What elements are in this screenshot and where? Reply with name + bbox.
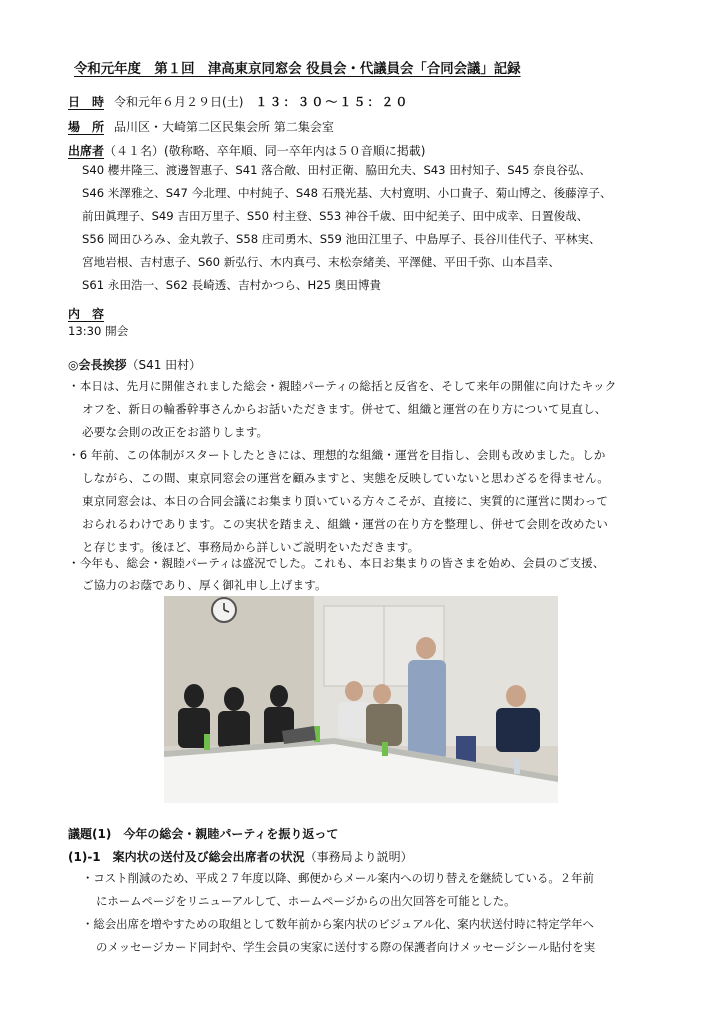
greeting-line: と存じます。後ほど、事務局から詳しいご説明をいただきます。: [82, 540, 420, 554]
content-heading: [68, 305, 104, 322]
attendee-line: S61 永田浩一、S62 長崎透、吉村かつら、H25 奥田博貴: [82, 278, 382, 292]
attendees-count: （４１名）: [104, 144, 165, 158]
agenda-sub-note: （事務局より説明）: [304, 850, 413, 864]
agenda-line: のメッセージカード同封や、学生会員の実家に送付する際の保護者向けメッセージシール貼付を実: [96, 940, 596, 954]
greeting-line: 必要な会則の改正をお諮りします。: [82, 425, 269, 439]
attendees-note: (敬称略、卒年順、同一卒年内は５０音順に掲載): [164, 144, 426, 158]
attendee-line: S40 櫻井隆三、渡邊智惠子、S41 落合敞、田村正衛、脇田允夫、S43 田村知子、S45 奈良谷弘、: [82, 163, 591, 177]
attendee-line: S56 岡田ひろみ、金丸敦子、S58 庄司勇木、S59 池田江里子、中島厚子、長谷川佳代子、平林実、: [82, 232, 601, 246]
place-value: 品川区・大崎第二区民集会所 第二集会室: [114, 120, 334, 134]
place-row: [68, 118, 334, 135]
agenda-line: にホームページをリニューアルして、ホームページからの出欠回答を可能とした。: [96, 894, 516, 908]
greeting-title: ◎会長挨拶: [68, 358, 127, 372]
meeting-photo: [164, 596, 558, 803]
greeting-line: ・本日は、先月に開催されました総会・親睦パーティの総括と反省を、そして来年の開催に向けたキック: [68, 379, 617, 393]
greeting-heading: [68, 356, 201, 373]
content-label: 内 容: [68, 307, 105, 321]
attendee-line: 宮地岩根、吉村恵子、S60 新弘行、木内真弓、末松奈緒美、平澤健、平田千弥、山本昌幸、: [82, 255, 560, 269]
attendee-line: 前田眞理子、S49 吉田万里子、S50 村主登、S53 神谷千歳、田中紀美子、田中成幸、日置俊哉、: [82, 209, 589, 223]
greeting-line: ご協力のお蔭であり、厚く御礼申し上げます。: [82, 578, 327, 592]
attendee-line: S46 米澤雅之、S47 今北理、中村純子、S48 石飛光基、大村寛明、小口貴子、菊山博之、後藤淳子、: [82, 186, 612, 200]
document-title: 令和元年度 第１回 津高東京同窓会 役員会・代議員会「合同会議」記録: [74, 62, 521, 77]
date-row: [68, 93, 409, 110]
opening-text: 13:30 開会: [68, 324, 129, 338]
greeting-line: ・6 年前、この体制がスタートしたときには、理想的な組織・運営を目指し、会則も改めました。しか: [68, 448, 606, 462]
greeting-line: オフを、新日の輪番幹事さんからお話いただきます。併せて、組織と運営の在り方について見直し、: [82, 402, 607, 416]
greeting-line: しながら、この間、東京同窓会の運営を顧みますと、実態を反映していないと思わざるを得ません。: [82, 471, 609, 485]
date-value: 令和元年６月２９日(土): [114, 95, 244, 109]
agenda-heading: 議題(1) 今年の総会・親睦パーティを振り返って: [68, 827, 339, 841]
greeting-line: 東京同窓会は、本日の合同会議にお集まり頂いている方々こそが、直接に、実質的に運営に関わって: [82, 494, 609, 508]
agenda-sub-title: (1)-1 案内状の送付及び総会出席者の状況: [68, 850, 305, 864]
agenda-line: ・総会出席を増やすための取組として数年前から案内状のビジュアル化、案内状送付時に特定学年へ: [82, 917, 594, 931]
agenda-line: ・コスト削減のため、平成２７年度以降、郵便からメール案内への切り替えを継続している。２年前: [82, 871, 594, 885]
agenda-sub-heading: [68, 848, 413, 865]
time-value: １３：３０～１５：２０: [255, 95, 410, 109]
greeting-line: おられるわけであります。この実状を踏まえ、組織・運営の在り方を整理し、併せて会則を改めたい: [82, 517, 608, 531]
attendees-label: 出席者: [68, 144, 105, 158]
date-label: 日 時: [68, 95, 105, 109]
greeting-line: ・今年も、総会・親睦パーティは盛況でした。これも、本日お集まりの皆さまを始め、会員のご支援、: [68, 556, 605, 570]
greeting-speaker: （S41 田村）: [126, 358, 202, 372]
place-label: 場 所: [68, 120, 105, 134]
attendees-row: [68, 142, 425, 159]
